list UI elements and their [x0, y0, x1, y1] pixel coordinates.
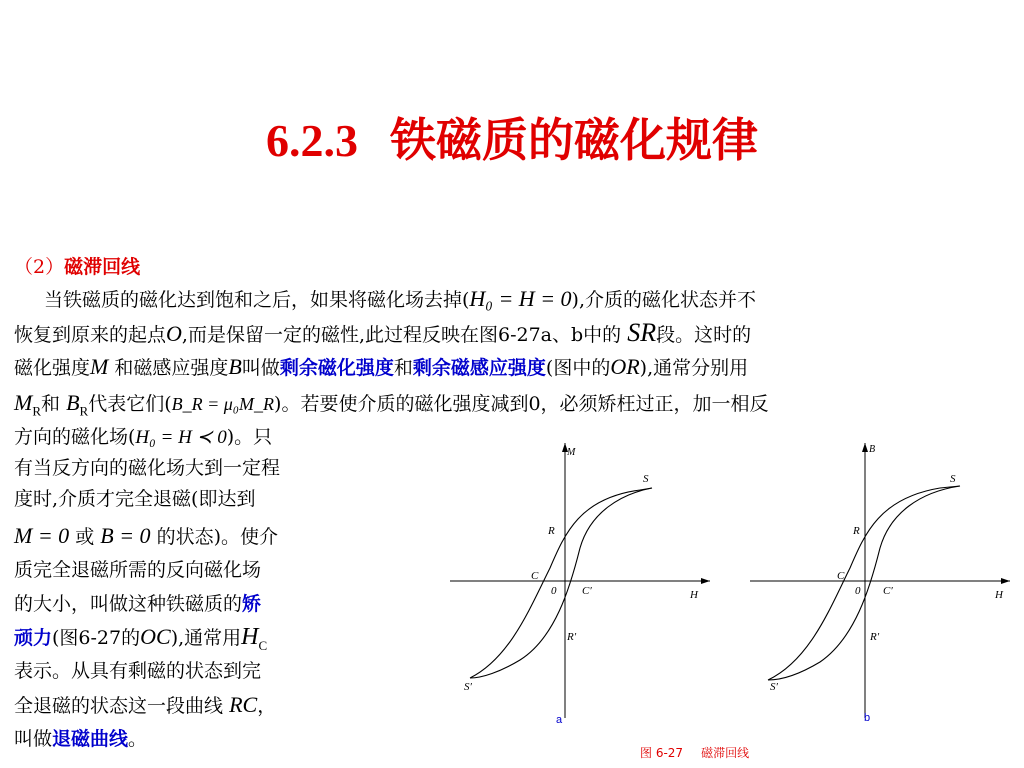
title-number: 6.2.3 — [265, 115, 358, 166]
para-line-12: 表示。从具有剩磁的状态到完 — [14, 660, 262, 682]
label-O: 0 — [855, 585, 861, 597]
label-C: C — [531, 570, 539, 582]
hysteresis-figure-b — [740, 438, 1024, 728]
section-heading: （2）磁滞回线 — [14, 256, 141, 278]
y-arrow — [862, 443, 868, 452]
label-y-axis: B — [869, 444, 876, 455]
label-x-axis: H — [690, 589, 698, 601]
hysteresis-lower-branch — [470, 488, 652, 678]
para-line-14: 叫做退磁曲线。 — [14, 728, 148, 750]
label-O: 0 — [551, 585, 557, 597]
label-x-axis: H — [995, 589, 1003, 601]
para-line-11: 顽力(图6-27的OC),通常用$H_C$ — [14, 624, 268, 653]
para-line-3: 磁化强度M 和磁感应强度B叫做剩余磁化强度和剩余磁感应强度(图中的OR),通常分别用 — [14, 354, 749, 379]
figure-b-caption: b — [864, 712, 871, 724]
para-line-13: 全退磁的状态这一段曲线 RC， — [14, 692, 277, 717]
label-S-prime: S′ — [464, 681, 472, 693]
para-line-9: 质完全退磁所需的反向磁化场 — [14, 559, 262, 581]
term-demagnetization-curve: 退磁曲线 — [52, 728, 129, 750]
hysteresis-figure-a — [440, 438, 720, 728]
hysteresis-upper-branch — [768, 486, 960, 680]
term-coercivity: 矫 — [242, 593, 262, 615]
para-line-7: 度时,介质才完全退磁(即达到 — [14, 488, 256, 510]
label-C-prime: C′ — [582, 585, 592, 597]
x-arrow — [1001, 578, 1010, 584]
label-R: R — [853, 525, 860, 537]
label-y-axis: M — [567, 447, 576, 458]
page-title — [0, 104, 1024, 170]
hysteresis-upper-branch — [470, 488, 652, 678]
para-line-5: 方向的磁化场(H₀ = H ≺ 0)。只 — [14, 426, 273, 448]
label-R-prime: R′ — [870, 631, 880, 643]
para-line-4: $M_R$和 $B_R$代表它们(B_R = μ₀M_R)。若要使介质的磁化强度减到0，必须矫枉过正，加一相反 — [14, 390, 769, 419]
title-text: 铁磁质的磁化规律 — [390, 113, 759, 167]
figure-caption: 图 6-27 磁滞回线 — [640, 746, 750, 760]
label-S-prime: S′ — [770, 681, 778, 693]
x-arrow — [701, 578, 710, 584]
para-line-10: 的大小，叫做这种铁磁质的矫 — [14, 593, 262, 615]
figure-a-caption: a — [556, 714, 563, 726]
hysteresis-lower-branch — [768, 486, 960, 680]
para-line-8: M = 0 或 B = 0 的状态)。使介 — [14, 523, 279, 548]
term-remanent-induction: 剩余磁感应强度 — [412, 357, 546, 379]
para-line-2: 恢复到原来的起点O,而是保留一定的磁性,此过程反映在图6-27a、b中的 SR段。这时的 — [14, 318, 752, 347]
term-remanent-magnetization: 剩余磁化强度 — [279, 357, 394, 379]
label-C-prime: C′ — [883, 585, 893, 597]
formula-h0: H₀ = H = 0 — [469, 286, 572, 311]
para-line-1: 当铁磁质的磁化达到饱和之后，如果将磁化场去掉(H₀ = H = 0),介质的磁化状态并不 — [44, 286, 756, 311]
label-S: S — [950, 473, 956, 485]
para-line-6: 有当反方向的磁化场大到一定程 — [14, 457, 281, 479]
label-R-prime: R′ — [567, 631, 577, 643]
label-C: C — [837, 570, 845, 582]
label-S: S — [643, 473, 649, 485]
label-R: R — [548, 525, 555, 537]
